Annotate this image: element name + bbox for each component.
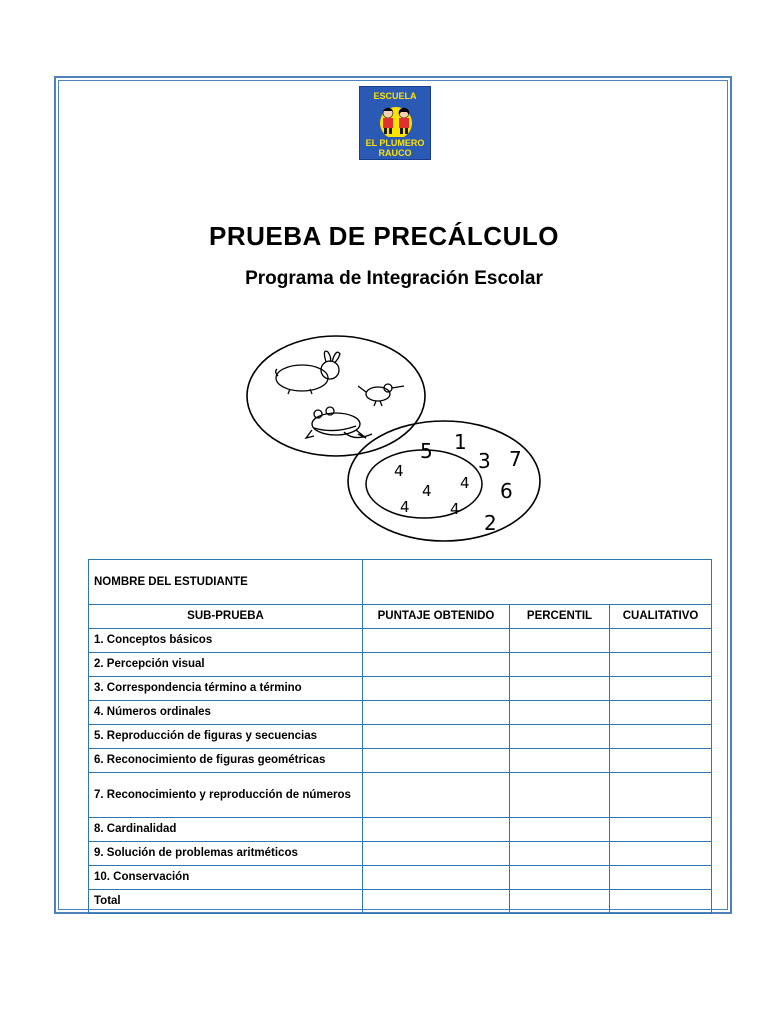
header-score: PUNTAJE OBTENIDO — [363, 605, 510, 629]
logo-school-name: EL PLUMERO — [365, 138, 425, 148]
qualitative-cell[interactable] — [610, 890, 712, 914]
score-cell[interactable] — [363, 842, 510, 866]
subtest-label: 3. Correspondencia término a término — [89, 677, 363, 701]
table-header-row — [89, 605, 712, 629]
inner-number: 4 — [400, 498, 410, 516]
percentile-cell[interactable] — [510, 677, 610, 701]
children-icon — [368, 101, 424, 137]
percentile-cell[interactable] — [510, 842, 610, 866]
page-subtitle: Programa de Integración Escolar — [245, 268, 543, 289]
outer-number: 6 — [500, 479, 513, 503]
total-label: Total — [89, 890, 363, 914]
student-name-field[interactable] — [363, 560, 712, 605]
score-cell[interactable] — [363, 629, 510, 653]
score-cell[interactable] — [363, 773, 510, 818]
outer-number: 2 — [484, 511, 497, 535]
outer-number: 5 — [420, 439, 433, 463]
scores-table — [88, 559, 712, 914]
table-row — [89, 725, 712, 749]
table-row — [89, 842, 712, 866]
qualitative-cell[interactable] — [610, 773, 712, 818]
percentile-cell[interactable] — [510, 866, 610, 890]
subtest-label: 6. Reconocimiento de figuras geométricas — [89, 749, 363, 773]
subtest-label: 2. Percepción visual — [89, 653, 363, 677]
score-cell[interactable] — [363, 749, 510, 773]
score-cell[interactable] — [363, 866, 510, 890]
table-row — [89, 866, 712, 890]
subtest-label: 5. Reproducción de figuras y secuencias — [89, 725, 363, 749]
percentile-cell[interactable] — [510, 749, 610, 773]
inner-number: 4 — [460, 474, 470, 492]
page-title: PRUEBA DE PRECÁLCULO — [209, 221, 559, 251]
inner-number: 4 — [450, 500, 460, 518]
outer-number: 7 — [509, 447, 522, 471]
score-cell[interactable] — [363, 701, 510, 725]
qualitative-cell[interactable] — [610, 866, 712, 890]
percentile-cell[interactable] — [510, 818, 610, 842]
table-row — [89, 677, 712, 701]
table-row-total — [89, 890, 712, 914]
percentile-cell[interactable] — [510, 629, 610, 653]
percentile-cell[interactable] — [510, 773, 610, 818]
school-logo — [359, 86, 431, 160]
outer-number: 3 — [478, 449, 491, 473]
inner-number: 4 — [394, 462, 404, 480]
header-qualitative: CUALITATIVO — [610, 605, 712, 629]
qualitative-cell[interactable] — [610, 701, 712, 725]
qualitative-cell[interactable] — [610, 653, 712, 677]
percentile-cell[interactable] — [510, 701, 610, 725]
subtest-label: 4. Números ordinales — [89, 701, 363, 725]
score-cell[interactable] — [363, 725, 510, 749]
subtest-label: 1. Conceptos básicos — [89, 629, 363, 653]
subtest-label: 8. Cardinalidad — [89, 818, 363, 842]
header-percentile: PERCENTIL — [510, 605, 610, 629]
score-cell[interactable] — [363, 677, 510, 701]
table-row — [89, 749, 712, 773]
percentile-cell[interactable] — [510, 725, 610, 749]
qualitative-cell[interactable] — [610, 749, 712, 773]
score-cell[interactable] — [363, 890, 510, 914]
qualitative-cell[interactable] — [610, 818, 712, 842]
logo-top-text: ESCUELA — [373, 91, 417, 101]
inner-number: 4 — [422, 482, 432, 500]
rabbit-icon — [276, 351, 340, 394]
subtest-label: 9. Solución de problemas aritméticos — [89, 842, 363, 866]
table-row — [89, 701, 712, 725]
score-cell[interactable] — [363, 653, 510, 677]
qualitative-cell[interactable] — [610, 677, 712, 701]
qualitative-cell[interactable] — [610, 842, 712, 866]
table-row — [89, 773, 712, 818]
subtest-label: 7. Reconocimiento y reproducción de números — [89, 773, 363, 818]
table-row — [89, 653, 712, 677]
animals-set-ellipse — [247, 336, 425, 456]
percentile-cell[interactable] — [510, 890, 610, 914]
logo-school-town: RAUCO — [378, 148, 412, 158]
qualitative-cell[interactable] — [610, 629, 712, 653]
percentile-cell[interactable] — [510, 653, 610, 677]
student-name-label: NOMBRE DEL ESTUDIANTE — [89, 560, 363, 605]
frog-icon — [306, 407, 372, 438]
score-cell[interactable] — [363, 818, 510, 842]
table-row — [89, 629, 712, 653]
subtest-label: 10. Conservación — [89, 866, 363, 890]
sets-illustration — [244, 334, 554, 544]
table-row — [89, 818, 712, 842]
outer-number: 1 — [454, 430, 467, 454]
bird-icon — [358, 384, 404, 406]
student-name-row — [89, 560, 712, 605]
qualitative-cell[interactable] — [610, 725, 712, 749]
header-subtest: SUB-PRUEBA — [89, 605, 363, 629]
